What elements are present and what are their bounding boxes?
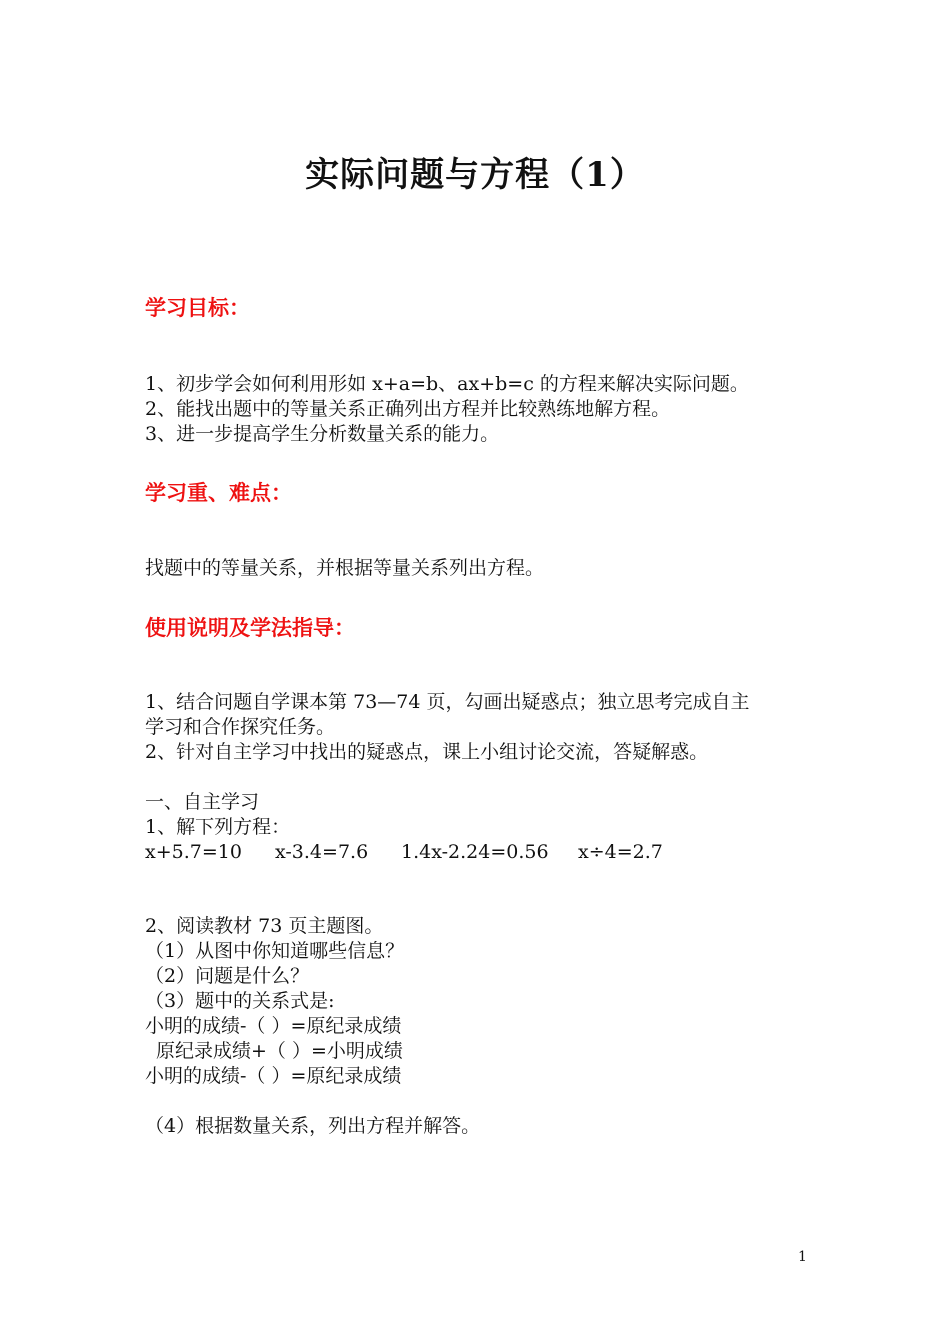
equation-1: x+5.7=10: [145, 841, 242, 863]
key-points-text: 找题中的等量关系，并根据等量关系列出方程。: [145, 557, 545, 579]
objective-item-1: 1、初步学会如何利用形如 x+a=b、ax+b=c 的方程来解决实际问题。: [145, 373, 749, 395]
question-1-label: 1、解下列方程：: [145, 816, 291, 838]
equation-4: x÷4=2.7: [578, 841, 663, 863]
sub-question-4: （4）根据数量关系，列出方程并解答。: [145, 1115, 481, 1137]
instructions-heading: 使用说明及学法指导：: [145, 616, 355, 640]
sub-question-1: （1）从图中你知道哪些信息？: [145, 940, 405, 962]
relation-3: 小明的成绩-（ ）=原纪录成绩: [145, 1065, 402, 1087]
document-title: 实际问题与方程（1）: [305, 155, 645, 195]
objective-item-2: 2、能找出题中的等量关系正确列出方程并比较熟练地解方程。: [145, 398, 671, 420]
equation-3: 1.4x-2.24=0.56: [401, 841, 549, 863]
objective-item-3: 3、进一步提高学生分析数量关系的能力。: [145, 423, 500, 445]
instruction-item-1: 1、结合问题自学课本第 73—74 页，勾画出疑惑点；独立思考完成自主: [145, 691, 750, 713]
sub-question-3: （3）题中的关系式是:: [145, 990, 335, 1012]
relation-1: 小明的成绩-（ ）=原纪录成绩: [145, 1015, 402, 1037]
objectives-heading: 学习目标：: [145, 296, 250, 320]
relation-2: 原纪录成绩+（ ）=小明成绩: [156, 1040, 403, 1062]
page-number: 1: [798, 1249, 807, 1265]
instruction-item-1-cont: 学习和合作探究任务。: [145, 716, 336, 738]
instruction-item-2: 2、针对自主学习中找出的疑惑点，课上小组讨论交流，答疑解惑。: [145, 741, 709, 763]
equation-2: x-3.4=7.6: [275, 841, 369, 863]
key-points-heading: 学习重、难点：: [145, 481, 292, 505]
equation-row: [145, 840, 705, 865]
question-2-label: 2、阅读教材 73 页主题图。: [145, 915, 384, 937]
self-study-heading: 一、自主学习: [145, 791, 260, 813]
sub-question-2: （2）问题是什么？: [145, 965, 310, 987]
